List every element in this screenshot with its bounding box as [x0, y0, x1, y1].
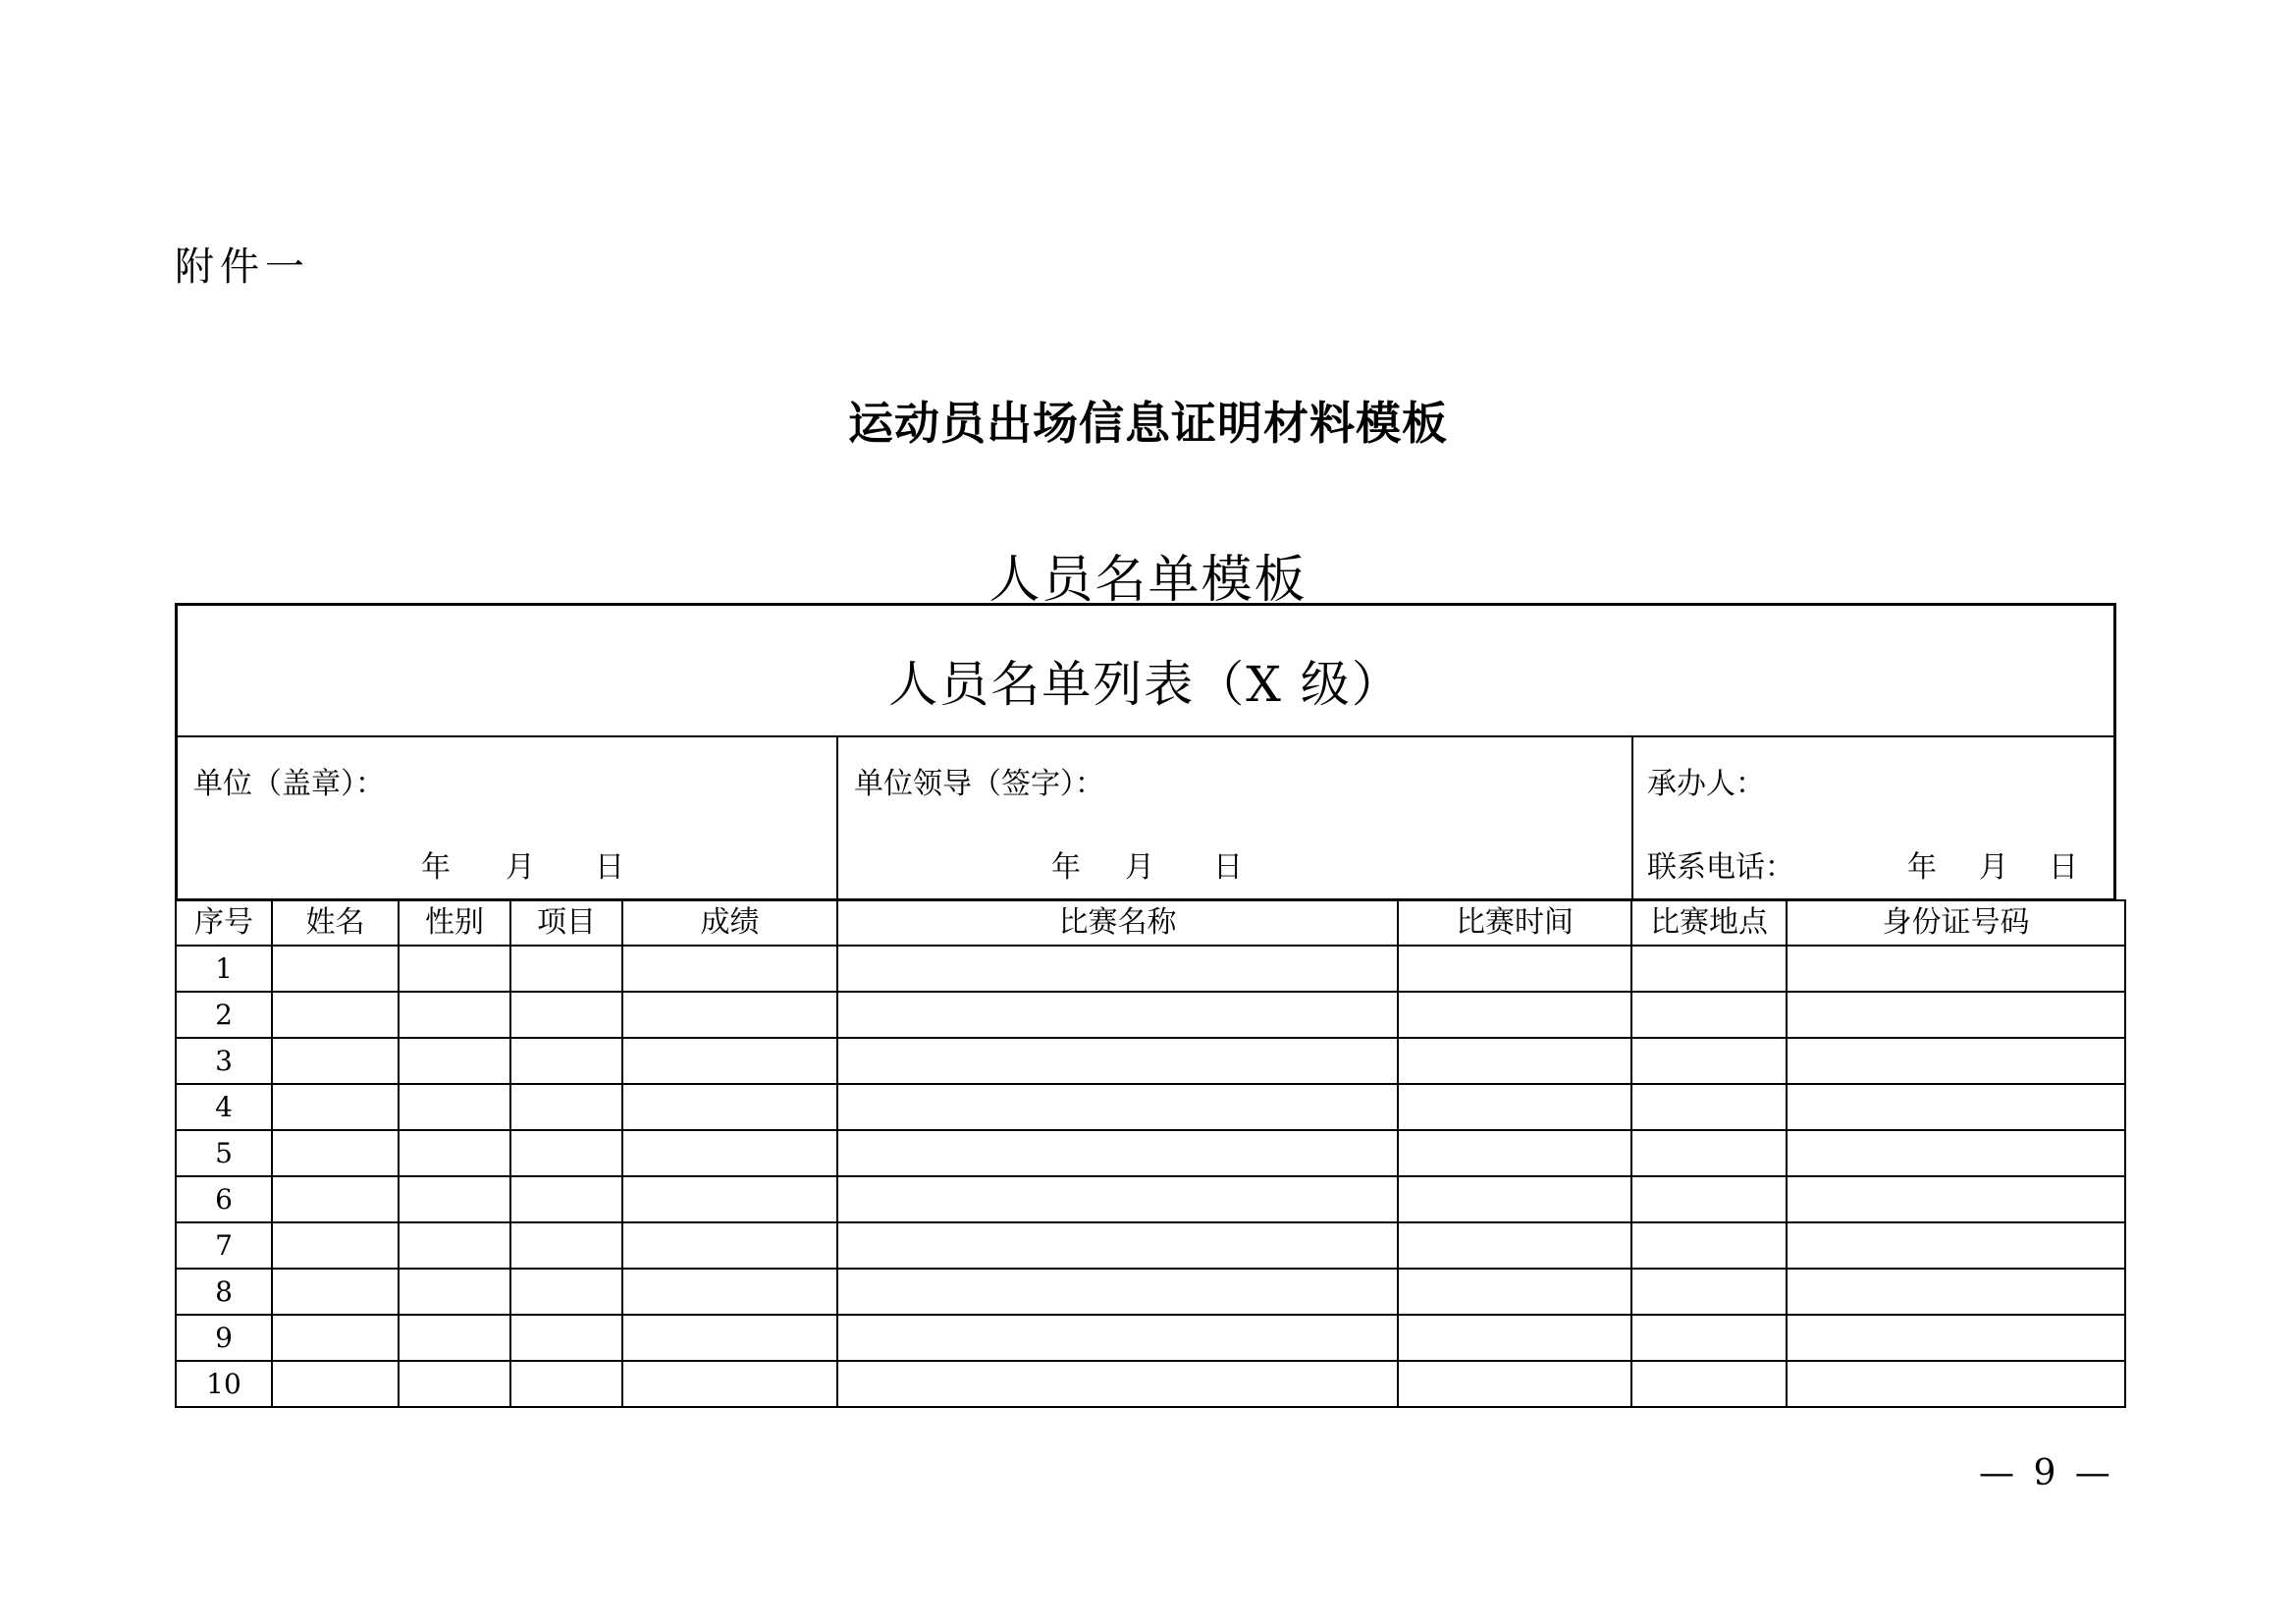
cell-competition-venue[interactable]: [1631, 1315, 1787, 1361]
cell-gender[interactable]: [399, 1315, 510, 1361]
unit-leader-label: 单位领导（签字）：: [854, 767, 1104, 801]
table-row: [176, 1084, 2125, 1130]
header-divider: [178, 735, 2113, 737]
table-header-row: [176, 900, 2125, 946]
cell-index: 6: [176, 1176, 272, 1222]
cell-competition-venue[interactable]: [1631, 1038, 1787, 1084]
cell-competition-venue[interactable]: [1631, 1269, 1787, 1315]
cell-id-number[interactable]: [1787, 992, 2125, 1038]
table-row: [176, 1269, 2125, 1315]
cell-name[interactable]: [272, 1176, 399, 1222]
table-row: [176, 1361, 2125, 1407]
cell-competition-venue[interactable]: [1631, 1361, 1787, 1407]
cell-competition-time[interactable]: [1398, 1038, 1631, 1084]
cell-competition-time[interactable]: [1398, 1084, 1631, 1130]
handler-date-year: 年: [1907, 850, 1937, 885]
cell-name[interactable]: [272, 946, 399, 992]
column-header-index: 序号: [176, 900, 272, 946]
cell-index: 5: [176, 1130, 272, 1176]
cell-event[interactable]: [510, 1038, 622, 1084]
cell-name[interactable]: [272, 992, 399, 1038]
table-row: [176, 946, 2125, 992]
cell-result[interactable]: [622, 1176, 837, 1222]
cell-competition-time[interactable]: [1398, 1130, 1631, 1176]
cell-competition-time[interactable]: [1398, 1176, 1631, 1222]
cell-competition-name[interactable]: [837, 1269, 1398, 1315]
cell-competition-time[interactable]: [1398, 1269, 1631, 1315]
cell-competition-name[interactable]: [837, 1038, 1398, 1084]
unit-seal-label: 单位（盖章）：: [193, 767, 385, 801]
cell-id-number[interactable]: [1787, 946, 2125, 992]
cell-competition-venue[interactable]: [1631, 946, 1787, 992]
seal-date-year: 年: [421, 850, 451, 885]
column-header-competition-time: 比赛时间: [1398, 900, 1631, 946]
cell-gender[interactable]: [399, 1269, 510, 1315]
cell-gender[interactable]: [399, 992, 510, 1038]
cell-result[interactable]: [622, 1361, 837, 1407]
cell-event[interactable]: [510, 1176, 622, 1222]
cell-result[interactable]: [622, 992, 837, 1038]
cell-competition-time[interactable]: [1398, 1222, 1631, 1269]
roster-table: [175, 899, 2126, 1408]
cell-gender[interactable]: [399, 1361, 510, 1407]
cell-result[interactable]: [622, 1222, 837, 1269]
cell-name[interactable]: [272, 1361, 399, 1407]
cell-id-number[interactable]: [1787, 1130, 2125, 1176]
document-title: 运动员出场信息证明材料模板: [848, 397, 1448, 450]
cell-result[interactable]: [622, 946, 837, 992]
cell-competition-time[interactable]: [1398, 1315, 1631, 1361]
column-header-competition-venue: 比赛地点: [1631, 900, 1787, 946]
cell-name[interactable]: [272, 1130, 399, 1176]
cell-competition-venue[interactable]: [1631, 1176, 1787, 1222]
signature-divider-2: [1631, 735, 1633, 898]
cell-competition-name[interactable]: [837, 1315, 1398, 1361]
cell-id-number[interactable]: [1787, 1269, 2125, 1315]
cell-id-number[interactable]: [1787, 1038, 2125, 1084]
cell-index: 10: [176, 1361, 272, 1407]
cell-event[interactable]: [510, 1361, 622, 1407]
cell-gender[interactable]: [399, 1130, 510, 1176]
cell-name[interactable]: [272, 1222, 399, 1269]
table-row: [176, 992, 2125, 1038]
table-row: [176, 1176, 2125, 1222]
cell-result[interactable]: [622, 1315, 837, 1361]
column-header-name: 姓名: [272, 900, 399, 946]
leader-date-day: 日: [1213, 850, 1243, 885]
cell-competition-time[interactable]: [1398, 992, 1631, 1038]
cell-result[interactable]: [622, 1130, 837, 1176]
table-row: [176, 1222, 2125, 1269]
leader-date-month: 月: [1125, 850, 1154, 885]
cell-name[interactable]: [272, 1038, 399, 1084]
cell-gender[interactable]: [399, 1222, 510, 1269]
page-number: — 9 —: [1979, 1453, 2114, 1493]
cell-event[interactable]: [510, 1130, 622, 1176]
cell-result[interactable]: [622, 1269, 837, 1315]
cell-competition-name[interactable]: [837, 1222, 1398, 1269]
column-header-id-number: 身份证号码: [1787, 900, 2125, 946]
table-row: [176, 1038, 2125, 1084]
cell-index: 7: [176, 1222, 272, 1269]
cell-event[interactable]: [510, 992, 622, 1038]
column-header-result: 成绩: [622, 900, 837, 946]
cell-competition-name[interactable]: [837, 992, 1398, 1038]
column-header-gender: 性别: [399, 900, 510, 946]
cell-name[interactable]: [272, 1315, 399, 1361]
header-frame: [175, 603, 2116, 901]
cell-result[interactable]: [622, 1038, 837, 1084]
cell-event[interactable]: [510, 946, 622, 992]
cell-id-number[interactable]: [1787, 1222, 2125, 1269]
cell-gender[interactable]: [399, 1038, 510, 1084]
cell-index: 8: [176, 1269, 272, 1315]
cell-event[interactable]: [510, 1084, 622, 1130]
cell-competition-name[interactable]: [837, 1084, 1398, 1130]
cell-id-number[interactable]: [1787, 1361, 2125, 1407]
cell-event[interactable]: [510, 1315, 622, 1361]
cell-event[interactable]: [510, 1269, 622, 1315]
cell-competition-name[interactable]: [837, 1361, 1398, 1407]
table-row: [176, 1130, 2125, 1176]
annex-label: 附件一: [175, 244, 310, 290]
seal-date-month: 月: [506, 850, 535, 885]
cell-name[interactable]: [272, 1084, 399, 1130]
cell-gender[interactable]: [399, 946, 510, 992]
cell-competition-time[interactable]: [1398, 1361, 1631, 1407]
cell-competition-venue[interactable]: [1631, 992, 1787, 1038]
cell-competition-venue[interactable]: [1631, 1130, 1787, 1176]
cell-gender[interactable]: [399, 1084, 510, 1130]
cell-index: 1: [176, 946, 272, 992]
table-heading: 人员名单列表（X 级）: [888, 656, 1403, 713]
cell-index: 2: [176, 992, 272, 1038]
cell-result[interactable]: [622, 1084, 837, 1130]
cell-gender[interactable]: [399, 1176, 510, 1222]
cell-index: 4: [176, 1084, 272, 1130]
handler-label: 承办人：: [1647, 767, 1765, 801]
cell-index: 3: [176, 1038, 272, 1084]
cell-id-number[interactable]: [1787, 1084, 2125, 1130]
cell-name[interactable]: [272, 1269, 399, 1315]
cell-competition-venue[interactable]: [1631, 1222, 1787, 1269]
template-subtitle: 人员名单模板: [988, 551, 1308, 610]
cell-event[interactable]: [510, 1222, 622, 1269]
cell-id-number[interactable]: [1787, 1176, 2125, 1222]
column-header-event: 项目: [510, 900, 622, 946]
cell-id-number[interactable]: [1787, 1315, 2125, 1361]
handler-date-day: 日: [2049, 850, 2078, 885]
signature-divider-1: [836, 735, 838, 898]
contact-phone-label: 联系电话：: [1647, 850, 1794, 885]
table-row: [176, 1315, 2125, 1361]
seal-date-day: 日: [595, 850, 624, 885]
handler-date-month: 月: [1979, 850, 2008, 885]
cell-competition-venue[interactable]: [1631, 1084, 1787, 1130]
cell-competition-time[interactable]: [1398, 946, 1631, 992]
cell-competition-name[interactable]: [837, 946, 1398, 992]
cell-index: 9: [176, 1315, 272, 1361]
cell-competition-name[interactable]: [837, 1130, 1398, 1176]
leader-date-year: 年: [1051, 850, 1081, 885]
cell-competition-name[interactable]: [837, 1176, 1398, 1222]
column-header-competition-name: 比赛名称: [837, 900, 1398, 946]
